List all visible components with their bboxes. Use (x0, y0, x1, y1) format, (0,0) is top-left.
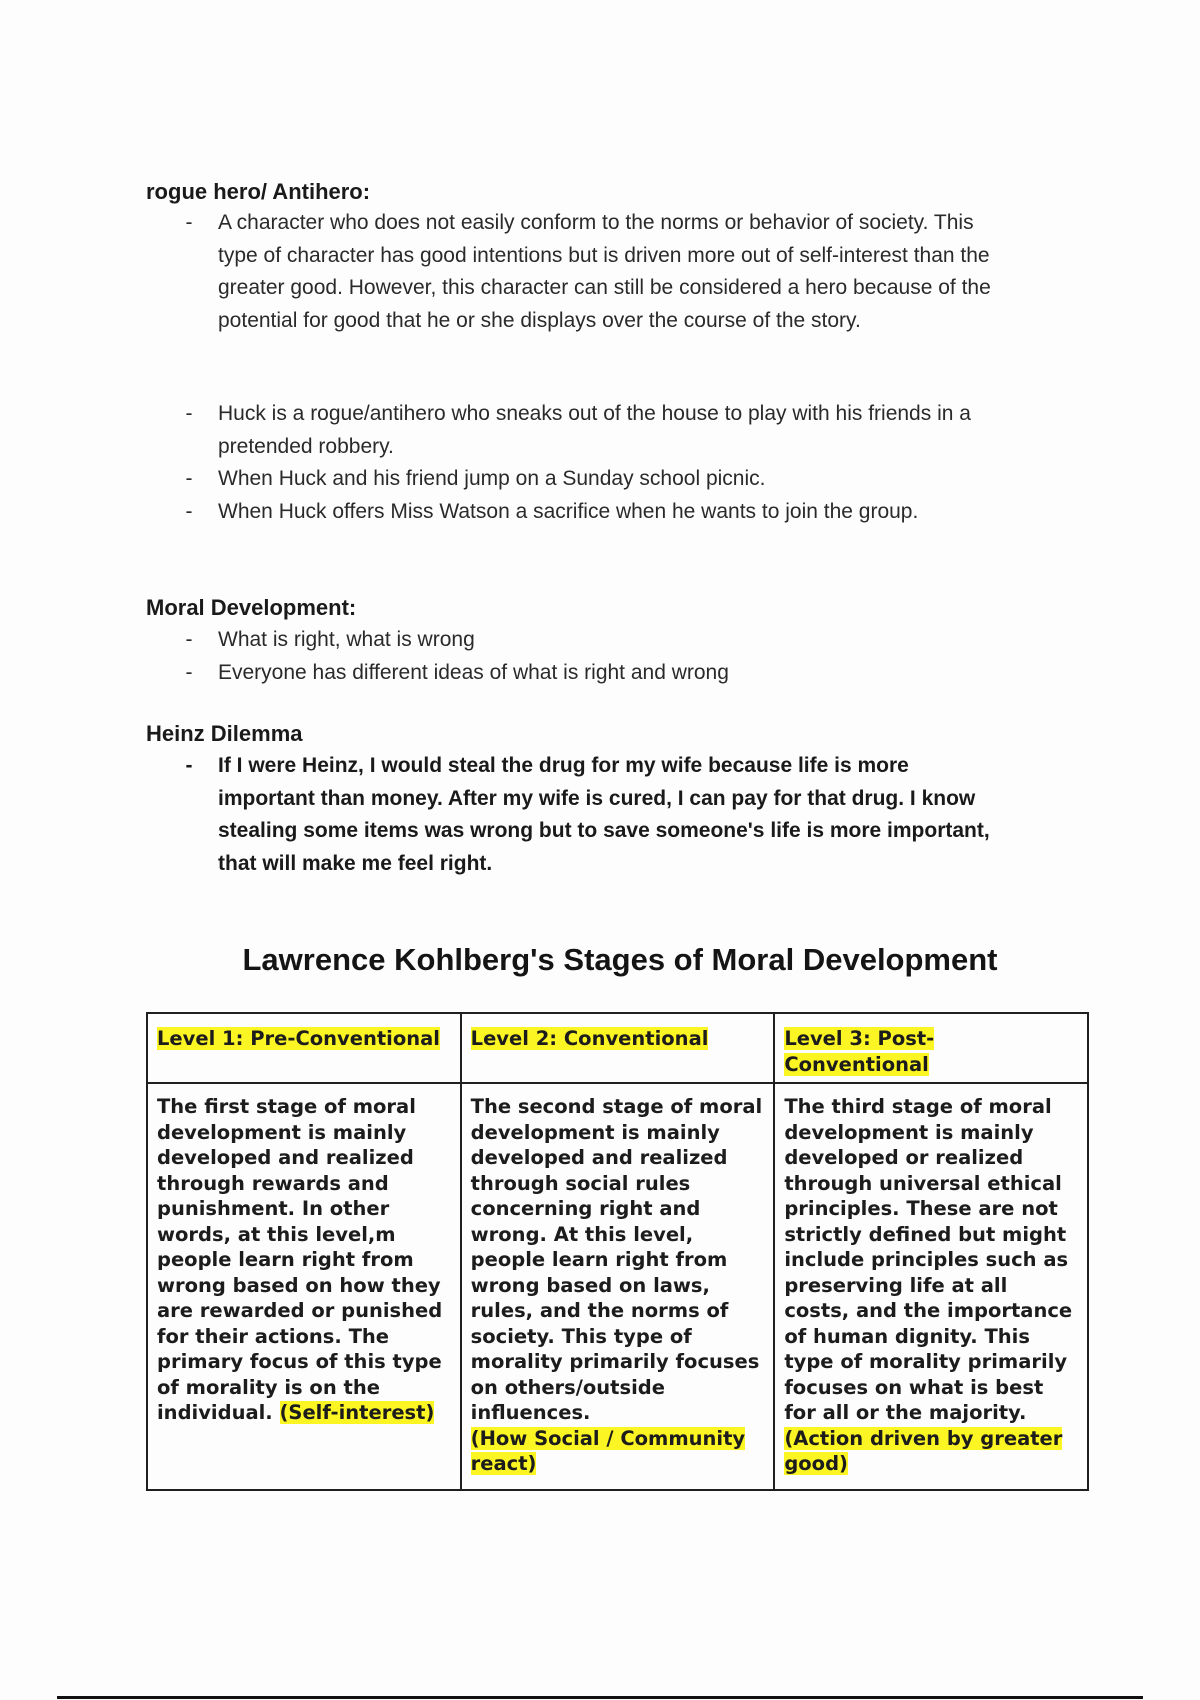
table-row (147, 1083, 1088, 1490)
level-1-highlight: (Self-interest) (279, 1401, 435, 1424)
highlighted-text: Level 3: Post-Conventional (784, 1027, 935, 1076)
list-item (146, 207, 1106, 337)
level-2-body: The second stage of moral development is mainly developed and realized through social rules concerning right and wrong. At this level, people learn right from wrong based on laws, rules, and the norms of society. This type of morality primarily focuses on others/outside influences. (470, 1095, 763, 1424)
highlighted-text: Level 2: Conventional (470, 1027, 709, 1050)
level-2-description (461, 1083, 775, 1490)
dash-bullet-icon: - (185, 211, 193, 234)
level-2-highlight: (How Social / Community react) (470, 1426, 746, 1475)
moral-development-heading: Moral Development: (146, 595, 357, 620)
list-item (146, 624, 1106, 657)
level-1-body: The first stage of moral development is mainly developed and realized through rewards and punishment. In other words, at this level,m people learn right from wrong based on how they are rewarded or punished for their actions. The primary focus of this type of morality is on the individual. (157, 1095, 443, 1424)
level-3-highlight: (Action driven by greater good) (784, 1426, 1063, 1475)
example-text: When Huck and his friend jump on a Sunday school picnic. (218, 467, 766, 490)
list-item (146, 750, 1106, 880)
dash-bullet-icon: - (185, 499, 193, 523)
dash-bullet-icon: - (185, 628, 193, 651)
level-1-header (147, 1013, 461, 1083)
moral-item-text: What is right, what is wrong (218, 628, 475, 651)
dash-bullet-icon: - (185, 467, 193, 490)
level-2-header (461, 1013, 775, 1083)
level-3-body: The third stage of moral development is mainly developed or realized through universal ethical principles. These are not strictly defined but might include principles such as preserving life at all costs, and the importance of human dignity. This type of morality primarily focuses on what is best for all or the majority. (784, 1095, 1073, 1424)
antihero-definition-text: A character who does not easily conform to the norms or behavior of society. This type of character has good intentions but is driven more out of self-interest than the greater good. However, this character can still be considered a hero because of the potential for good that he or she displays over the course of the story. (218, 211, 991, 332)
antihero-heading: rogue hero/ Antihero: (146, 179, 371, 204)
highlighted-text: Level 1: Pre-Conventional (157, 1027, 440, 1050)
example-text: Huck is a rogue/antihero who sneaks out of the house to play with his friends in a pretended robbery. (218, 402, 971, 458)
level-3-header (774, 1013, 1088, 1083)
example-text: When Huck offers Miss Watson a sacrifice when he wants to join the group. (218, 499, 919, 523)
list-item (146, 657, 1106, 690)
list-item (146, 398, 1106, 463)
heinz-dilemma-heading: Heinz Dilemma (146, 721, 303, 746)
table-header-row (147, 1013, 1088, 1083)
kohlberg-title: Lawrence Kohlberg's Stages of Moral Development (242, 942, 998, 977)
level-3-description (774, 1083, 1088, 1490)
moral-item-text: Everyone has different ideas of what is right and wrong (218, 660, 729, 684)
dash-bullet-icon: - (185, 660, 193, 684)
list-item (146, 463, 1106, 496)
kohlberg-stages-table (146, 1012, 1089, 1491)
antihero-examples-list (146, 398, 1106, 528)
dash-bullet-icon: - (185, 402, 193, 425)
page-bottom-divider (57, 1696, 1143, 1699)
heinz-dilemma-list (146, 750, 1106, 880)
dash-bullet-icon: - (185, 754, 193, 777)
moral-development-list (146, 624, 1106, 689)
antihero-definition-list (146, 207, 1106, 337)
level-1-description (147, 1083, 461, 1490)
heinz-answer-text: If I were Heinz, I would steal the drug for my wife because life is more important than money. After my wife is cured, I can pay for that drug. I know stealing some items was wrong but to save someone's life is more important, that will make me feel right. (218, 754, 990, 875)
list-item (146, 496, 1106, 529)
